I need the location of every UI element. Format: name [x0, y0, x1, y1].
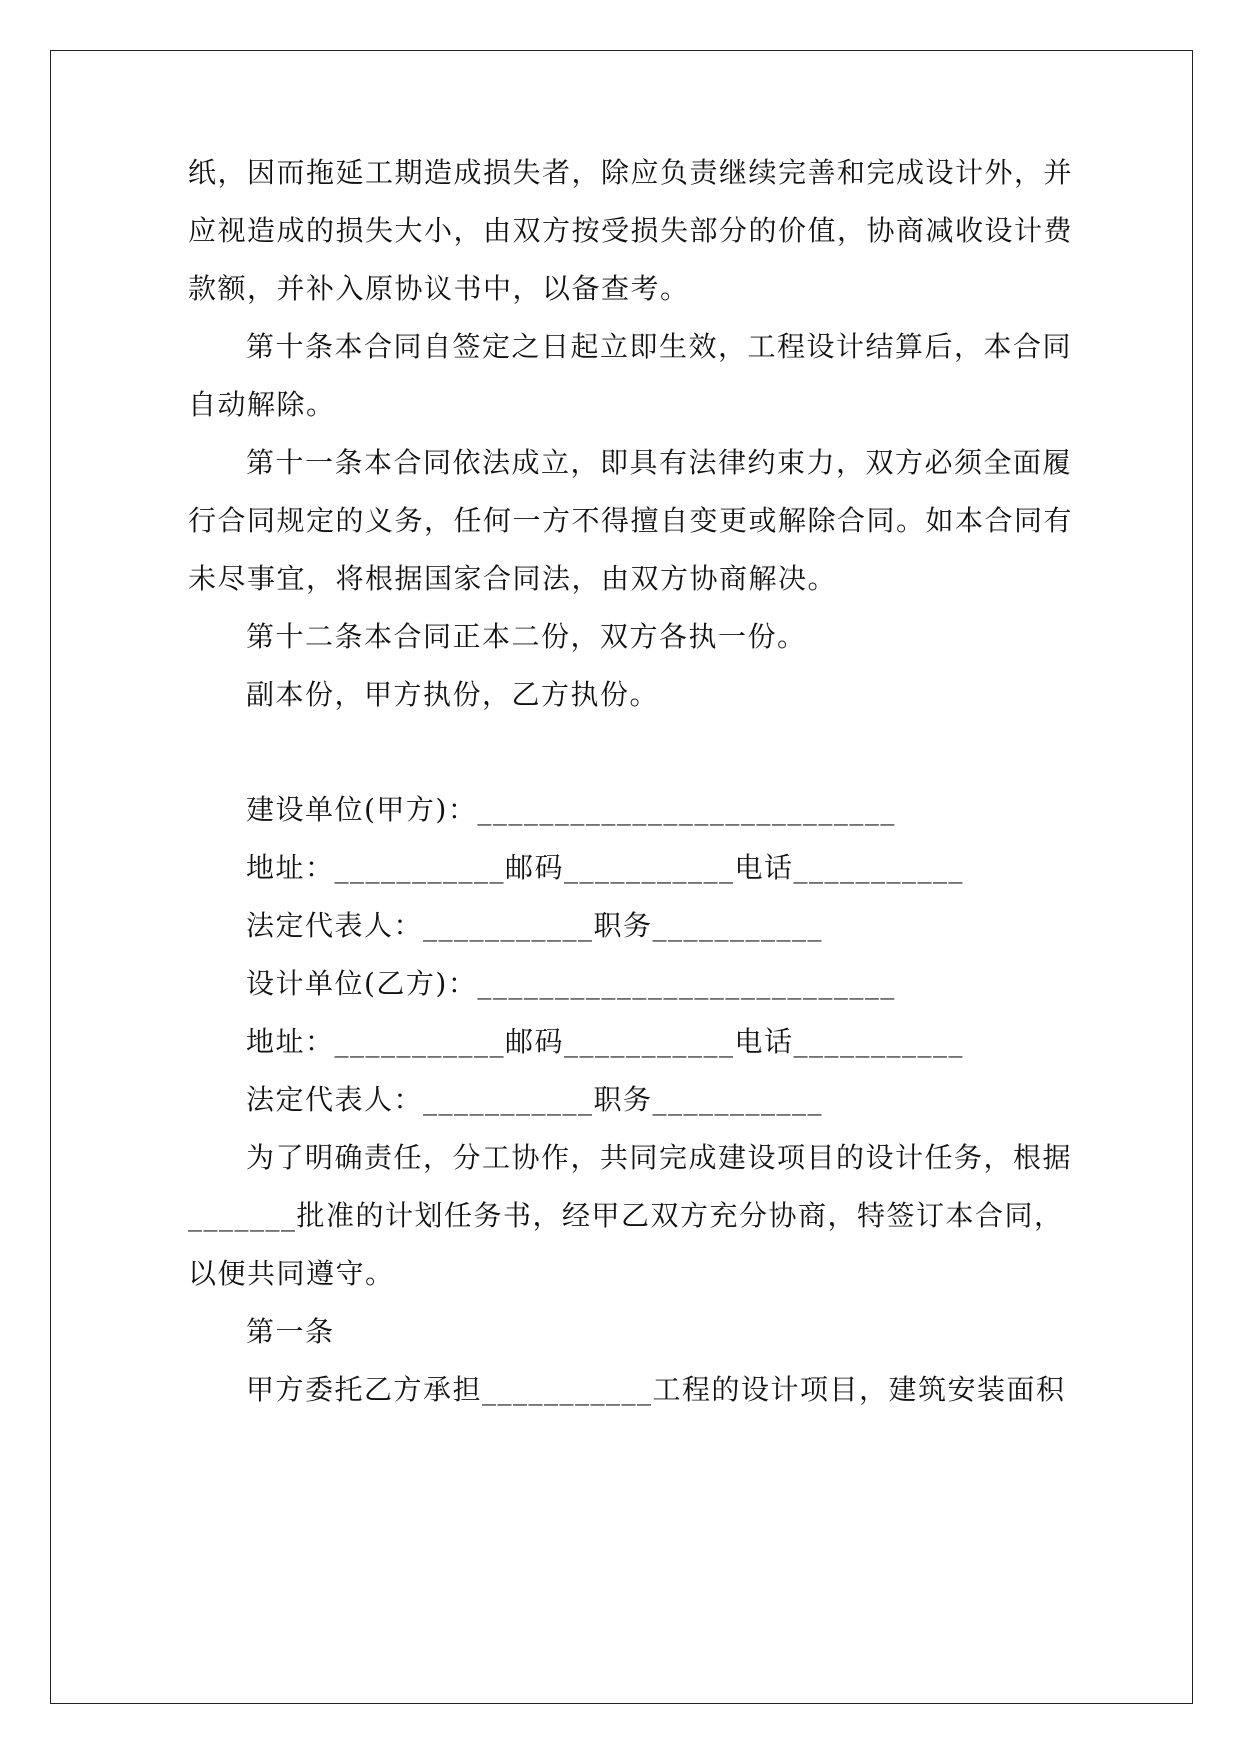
party-a-representative: 法定代表人：___________职务___________	[246, 909, 824, 942]
party-b-unit: 设计单位(乙方)：___________________________	[246, 967, 896, 1000]
party-a-unit: 建设单位(甲方)：___________________________	[246, 793, 896, 826]
text-line: 款额，并补入原协议书中，以备查考。	[188, 272, 690, 305]
text-line: 自动解除。	[188, 388, 336, 421]
article-1-text: 甲方委托乙方承担___________工程的设计项目，建筑安装面积	[246, 1373, 1066, 1406]
article-11: 第十一条本合同依法成立，即具有法律约束力，双方必须全面履	[246, 446, 1073, 479]
text-line: 纸，因而拖延工期造成损失者，除应负责继续完善和完成设计外，并	[188, 156, 1074, 189]
article-12: 第十二条本合同正本二份，双方各执一份。	[246, 620, 807, 653]
party-a-address: 地址：___________邮码___________电话___________	[246, 851, 965, 884]
preamble: 为了明确责任，分工协作，共同完成建设项目的设计任务，根据	[246, 1141, 1073, 1174]
article-10: 第十条本合同自签定之日起立即生效，工程设计结算后，本合同	[246, 330, 1073, 363]
article-1-heading: 第一条	[246, 1315, 335, 1348]
text-line: _______批准的计划任务书，经甲乙双方充分协商，特签订本合同，	[188, 1199, 1064, 1232]
text-line: 应视造成的损失大小，由双方按受损失部分的价值，协商减收设计费	[188, 214, 1074, 247]
text-line: 未尽事宜，将根据国家合同法，由双方协商解决。	[188, 562, 838, 595]
party-b-address: 地址：___________邮码___________电话___________	[246, 1025, 965, 1058]
copies-line: 副本份，甲方执份，乙方执份。	[246, 678, 660, 711]
text-line: 以便共同遵守。	[188, 1257, 395, 1290]
party-b-representative: 法定代表人：___________职务___________	[246, 1083, 824, 1116]
text-line: 行合同规定的义务，任何一方不得擅自变更或解除合同。如本合同有	[188, 504, 1074, 537]
